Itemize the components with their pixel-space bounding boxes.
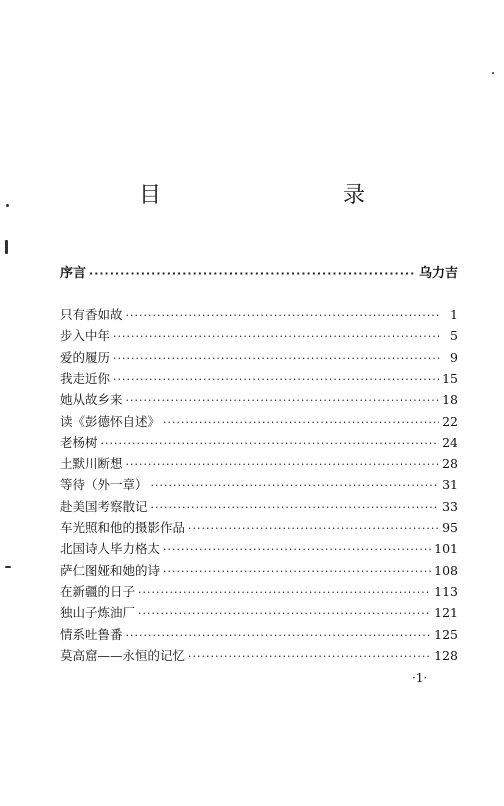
dot-leader [101, 437, 440, 450]
dot-leader [126, 394, 440, 407]
toc-entry [60, 433, 458, 453]
dot-leader [163, 543, 431, 556]
toc-entry-title: 序言 [60, 266, 87, 281]
toc-entry-page: 95 [442, 520, 458, 535]
dot-leader [126, 629, 432, 642]
scan-speck [5, 566, 11, 568]
dot-leader [188, 650, 431, 663]
toc-entry [60, 326, 458, 346]
toc-entry [60, 348, 458, 368]
toc-entry-title: 我走近你 [60, 370, 111, 386]
dot-leader [126, 458, 440, 471]
page-title: 目 录 [138, 183, 445, 208]
scan-speck [5, 240, 8, 254]
toc-entry-page: 128 [434, 647, 458, 663]
toc-entry-page: 18 [442, 392, 458, 408]
toc-entry [60, 305, 458, 325]
toc-entry-title: 土默川断想 [60, 456, 123, 472]
toc-entry-title: 北国诗人毕力格太 [60, 541, 161, 557]
toc-entry [60, 390, 458, 410]
toc-entry-title: 读《彭德怀自述》 [60, 413, 161, 429]
toc-entry-title: 在新疆的日子 [60, 583, 136, 599]
dot-leader [188, 522, 439, 535]
toc-entry-title: 赴美国考察散记 [60, 498, 148, 514]
dot-leader [113, 373, 439, 386]
toc-entry-page: 1 [450, 307, 458, 322]
toc-entry-title: 等待（外一章） [60, 477, 148, 493]
toc-entry [60, 497, 458, 517]
toc-entry-title: 她从故乡来 [60, 392, 123, 408]
dot-leader [113, 352, 441, 365]
dot-leader [151, 479, 440, 492]
dot-leader [151, 501, 440, 514]
toc-entry-title: 独山子炼油厂 [60, 605, 136, 621]
toc-entry-author: 乌力吉 [418, 266, 458, 281]
dot-leader [138, 607, 431, 620]
toc-entry [60, 475, 458, 495]
toc-entry [60, 603, 458, 623]
toc-entry-title: 车光照和他的摄影作品 [60, 520, 186, 535]
toc-entry-page: 15 [442, 370, 458, 386]
toc-entry-page: 121 [434, 605, 458, 621]
toc-entry-title: 情系吐鲁番 [60, 626, 123, 642]
toc-entry-page: 125 [434, 626, 458, 642]
toc-entry-title: 老杨树 [60, 434, 98, 450]
toc-entry-title: 步入中年 [60, 328, 111, 344]
toc-entry-page: 9 [450, 349, 458, 365]
toc-entry-title: 莫高窟——永恒的记忆 [60, 647, 186, 663]
toc-entry-page: 108 [434, 562, 458, 578]
dot-leader [126, 309, 441, 322]
toc-entry-page: 101 [434, 541, 458, 557]
toc-entry-page: 28 [442, 456, 458, 472]
dot-leader [89, 267, 416, 280]
toc-entry [60, 561, 458, 581]
toc-entry [60, 646, 458, 666]
dot-leader [163, 416, 439, 429]
dot-leader [113, 330, 441, 343]
toc-entry-title: 只有香如故 [60, 307, 123, 322]
toc-entry [60, 454, 458, 474]
toc-entry [60, 369, 458, 389]
dot-leader [163, 565, 431, 578]
toc-entry-page: 113 [434, 583, 458, 599]
toc-entry-page: 24 [442, 434, 458, 450]
toc-entry [60, 625, 458, 645]
toc-entry [60, 582, 458, 602]
toc-entry-title: 萨仁图娅和她的诗 [60, 562, 161, 578]
toc-entry-page: 22 [442, 413, 458, 429]
dot-leader [138, 586, 431, 599]
toc-entry [60, 412, 458, 432]
toc-entry-page: 5 [450, 328, 458, 344]
toc-preface [60, 262, 458, 282]
toc-entry [60, 539, 458, 559]
toc-entry-page: 31 [442, 477, 458, 493]
toc-entry-page: 33 [442, 498, 458, 514]
toc-entry-title: 爱的履历 [60, 349, 111, 365]
scan-speck [6, 204, 9, 207]
toc-entry [60, 518, 458, 538]
page-number: ·1· [412, 671, 428, 685]
scan-speck [492, 72, 494, 74]
